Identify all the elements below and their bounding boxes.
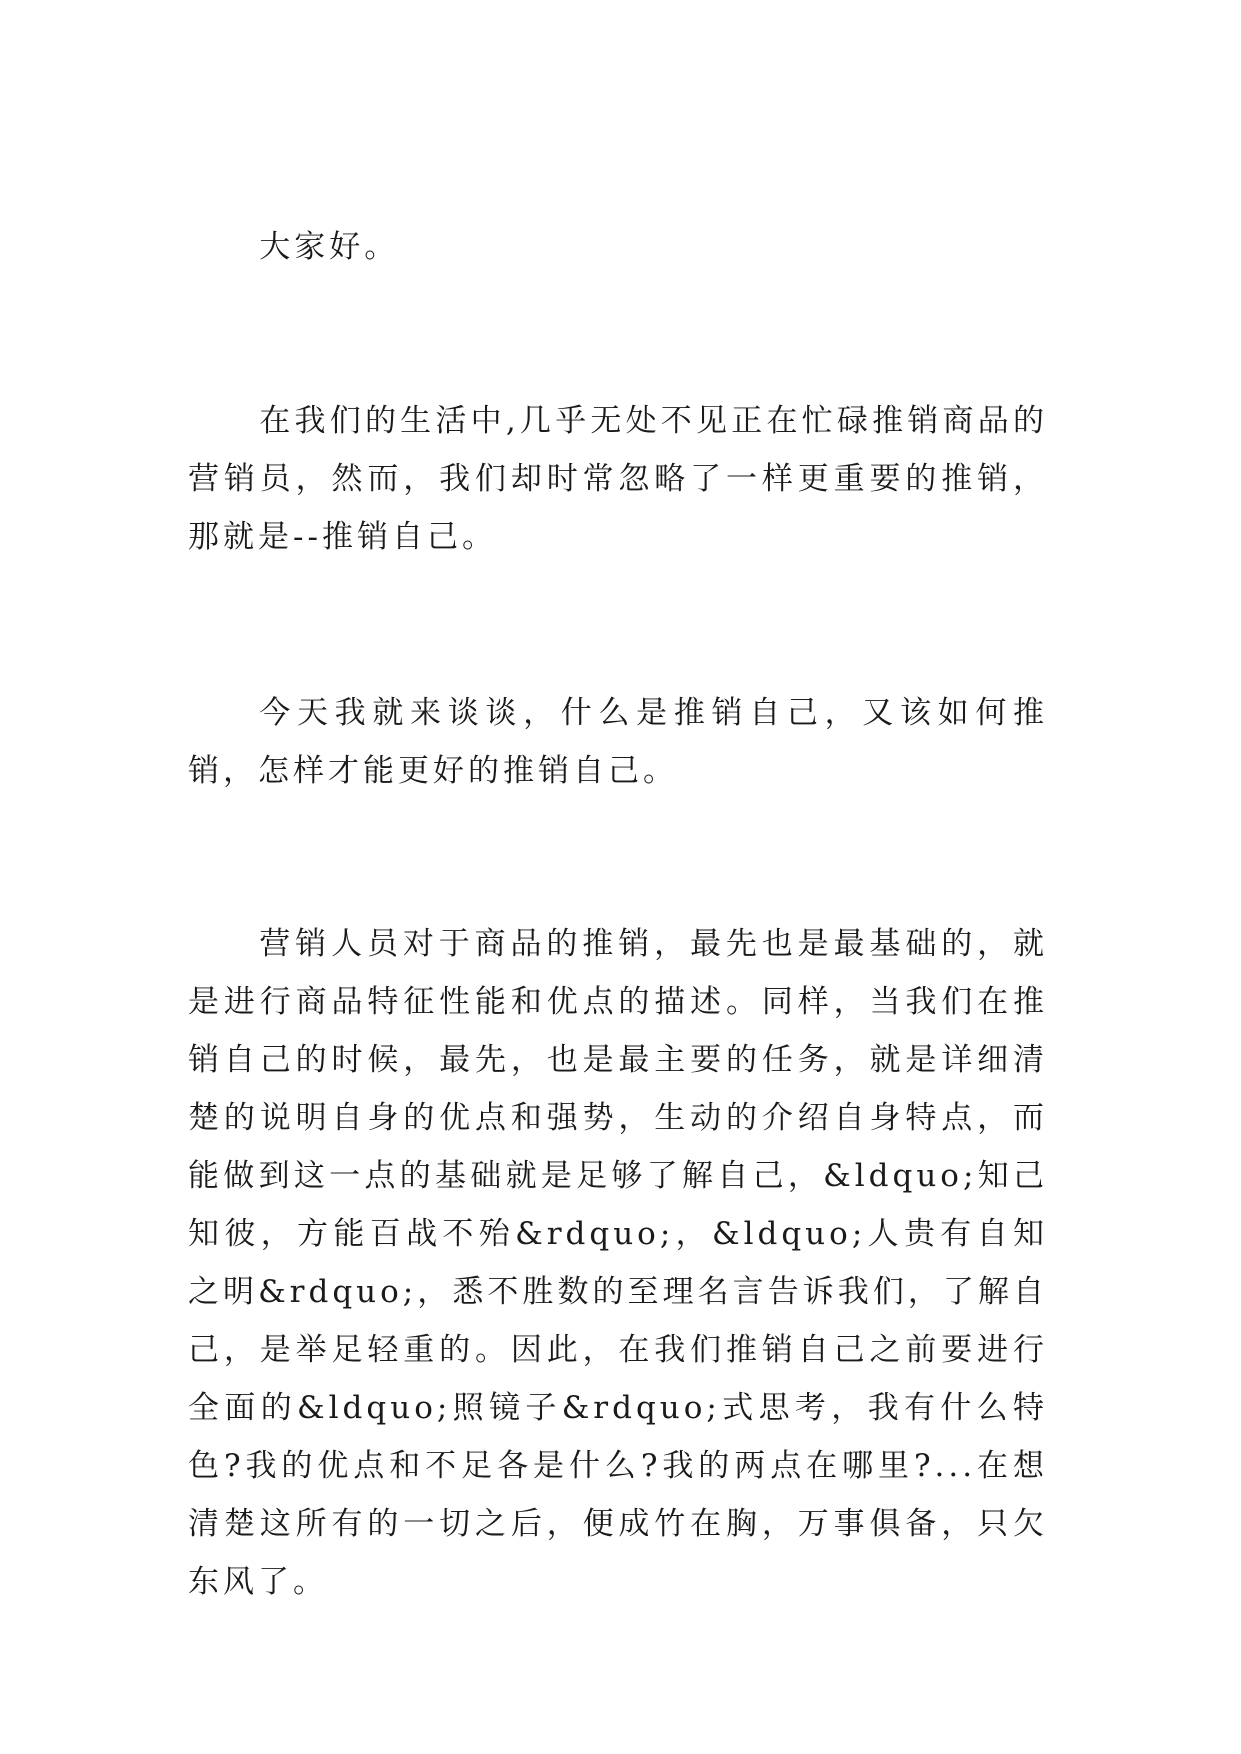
paragraph-body: 营销人员对于商品的推销，最先也是最基础的，就是进行商品特征性能和优点的描述。同样，当我们在推销自己的时候，最先，也是最主要的任务，就是详细清楚的说明自身的优点和强势，生动的介绍自身特点，而能做到这一点的基础就是足够了解自己，&ldquo;知己知彼，方能百战不殆&rdquo;，&ldquo;人贵有自知之明&rdquo;，悉不胜数的至理名言告诉我们，了解自己，是举足轻重的。因此，在我们推销自己之前要进行全面的&ldquo;照镜子&rdquo;式思考，我有什么特色?我的优点和不足各是什么?我的两点在哪里?...在想清楚这所有的一切之后，便成竹在胸，万事俱备，只欠东风了。 [188, 926, 1048, 1600]
paragraph-intro: 在我们的生活中,几乎无处不见正在忙碌推销商品的营销员，然而，我们却时常忽略了一样更重要的推销，那就是--推销自己。 [188, 403, 1048, 555]
paragraph-topic: 今天我就来谈谈，什么是推销自己，又该如何推销，怎样才能更好的推销自己。 [188, 695, 1048, 789]
paragraph-greeting: 大家好。 [259, 229, 400, 265]
